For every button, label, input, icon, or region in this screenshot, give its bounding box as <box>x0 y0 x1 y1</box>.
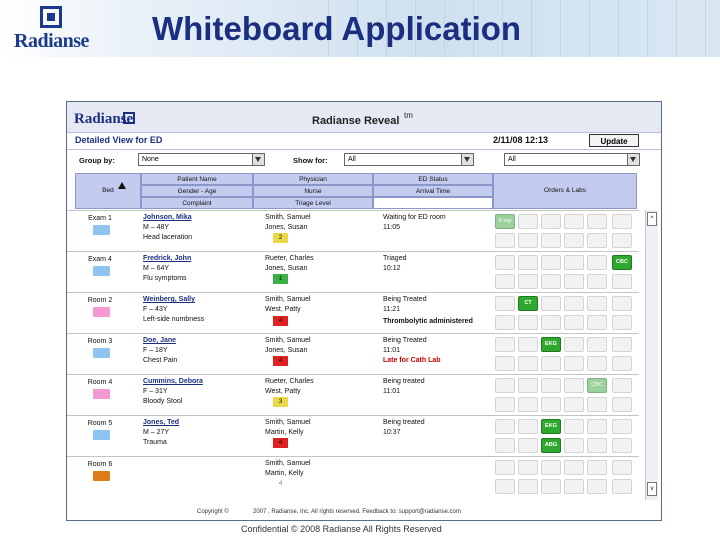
lab-order-tile[interactable] <box>564 214 584 229</box>
chevron-down-icon[interactable] <box>627 154 639 165</box>
scroll-down-icon[interactable]: v <box>647 482 657 496</box>
lab-order-tile[interactable] <box>518 337 538 352</box>
table-scrollbar[interactable] <box>645 210 658 500</box>
ed-status <box>383 418 425 438</box>
nurse-name: Jones, Susan <box>265 265 308 272</box>
lab-order-tile[interactable] <box>518 214 538 229</box>
lab-order-tile[interactable] <box>495 460 515 475</box>
status-text: Being treated <box>383 378 425 385</box>
lab-order-tile[interactable] <box>541 397 561 412</box>
patient-gender-age: M – 48Y <box>143 224 170 231</box>
ed-status <box>383 213 446 233</box>
complaint-header[interactable]: Complaint <box>141 197 253 209</box>
lab-order-tile[interactable] <box>541 356 561 371</box>
arrival-time: 11:21 <box>383 306 400 313</box>
triage-level-badge: 4 <box>273 356 288 366</box>
patient-complaint: Head laceration <box>143 234 193 241</box>
lab-order-tile[interactable] <box>518 255 538 270</box>
lab-order-tile[interactable] <box>541 214 561 229</box>
ed-status <box>383 295 473 327</box>
bed-label: Room 5 <box>87 420 113 427</box>
nurse-header[interactable]: Nurse <box>253 185 373 197</box>
status-note: Thrombolytic administered <box>383 318 473 325</box>
lab-order-tile[interactable] <box>587 296 607 311</box>
lab-order-tile[interactable] <box>587 479 607 494</box>
lab-order-tile[interactable] <box>587 419 607 434</box>
physician-header[interactable]: Physician <box>253 173 373 185</box>
bed-status-indicator <box>93 307 110 317</box>
lab-order-tile[interactable] <box>495 397 515 412</box>
triage-level-badge: 4 <box>273 316 288 326</box>
physician-name: Smith, Samuel <box>265 296 311 303</box>
sort-ascending-icon[interactable] <box>118 182 126 189</box>
secondary-filter-value: All <box>508 156 516 163</box>
arrival-time-header[interactable]: Arrival Time <box>373 185 493 197</box>
physician-name: Smith, Samuel <box>265 419 311 426</box>
patient-name-link[interactable]: Johnson, Mika <box>143 214 192 221</box>
lab-order-tile[interactable] <box>495 315 515 330</box>
lab-order-tile[interactable] <box>587 255 607 270</box>
lab-order-active[interactable]: CBC <box>612 255 632 270</box>
lab-order-tile[interactable] <box>495 438 515 453</box>
lab-order-tile[interactable] <box>612 378 632 393</box>
table-row[interactable] <box>67 415 639 457</box>
lab-order-tile[interactable] <box>541 233 561 248</box>
app-title: Radianse Reveal <box>312 115 400 127</box>
table-row[interactable] <box>67 333 639 375</box>
patient-gender-age: F – 31Y <box>143 388 168 395</box>
lab-order-active[interactable]: CBC <box>587 378 607 393</box>
lab-order-tile[interactable] <box>518 356 538 371</box>
nurse-name: Martin, Kelly <box>265 429 304 436</box>
physician-name: Rueter, Charles <box>265 255 314 262</box>
care-team <box>265 254 314 274</box>
care-team <box>265 213 311 233</box>
view-title: Detailed View for ED <box>75 135 163 145</box>
care-team <box>265 295 311 315</box>
app-logo: Radianse <box>74 111 134 127</box>
lab-order-tile[interactable] <box>612 356 632 371</box>
patient-gender-age: F – 18Y <box>143 347 168 354</box>
table-row[interactable] <box>67 374 639 416</box>
slide-footer: Confidential © 2008 Radianse All Rights Reserved <box>241 524 442 534</box>
nurse-name: West, Patty <box>265 388 301 395</box>
nurse-name: West, Patty <box>265 306 301 313</box>
patient-info <box>143 336 177 366</box>
ed-status <box>383 254 406 274</box>
patient-gender-age: M – 27Y <box>143 429 170 436</box>
lab-order-tile[interactable] <box>612 214 632 229</box>
lab-order-active[interactable]: CT <box>518 296 538 311</box>
patient-info <box>143 377 203 407</box>
lab-order-tile[interactable] <box>564 438 584 453</box>
lab-order-tile[interactable] <box>518 315 538 330</box>
care-team <box>265 377 314 397</box>
bed-header-label: Bed <box>102 187 114 194</box>
ed-status <box>383 336 441 366</box>
table-row[interactable] <box>67 210 639 252</box>
lab-order-tile[interactable] <box>612 274 632 289</box>
lab-order-tile[interactable] <box>612 233 632 248</box>
lab-order-tile[interactable] <box>612 337 632 352</box>
lab-order-tile[interactable] <box>587 460 607 475</box>
app-footer <box>67 506 661 520</box>
lab-order-tile[interactable] <box>612 479 632 494</box>
bed-status-indicator <box>93 225 110 235</box>
lab-order-tile[interactable] <box>564 337 584 352</box>
lab-order-tile[interactable] <box>564 460 584 475</box>
patient-complaint: Left-side numbness <box>143 316 205 323</box>
triage-level-header[interactable]: Triage Level <box>253 197 373 209</box>
patient-info <box>143 418 179 448</box>
patient-complaint: Chest Pain <box>143 357 178 364</box>
group-by-label: Group by: <box>79 156 115 165</box>
status-note: Late for Cath Lab <box>383 357 441 364</box>
lab-order-tile[interactable] <box>541 296 561 311</box>
status-text: Waiting for ED room <box>383 214 446 221</box>
lab-order-tile[interactable] <box>564 378 584 393</box>
logo-mark-icon <box>40 6 62 28</box>
bed-status-indicator <box>93 430 110 440</box>
lab-order-tile[interactable] <box>518 419 538 434</box>
lab-order-tile[interactable] <box>587 214 607 229</box>
nurse-name: Jones, Susan <box>265 347 308 354</box>
status-text: Triaged <box>383 255 407 262</box>
filter-bar <box>67 150 661 170</box>
patient-complaint: Flu symptoms <box>143 275 187 282</box>
gender-age-header[interactable]: Gender - Age <box>141 185 253 197</box>
lab-order-tile[interactable] <box>495 233 515 248</box>
lab-order-tile[interactable] <box>495 337 515 352</box>
lab-order-tile[interactable] <box>612 397 632 412</box>
slide-banner <box>0 0 720 57</box>
patient-info <box>143 295 204 325</box>
arrival-time: 11:01 <box>383 388 400 395</box>
patient-name-link[interactable]: Fredrick, John <box>143 255 192 262</box>
lab-order-tile[interactable] <box>495 296 515 311</box>
lab-order-tile[interactable] <box>518 378 538 393</box>
bed-label: Exam 4 <box>88 256 112 263</box>
scroll-up-icon[interactable]: ^ <box>647 212 657 226</box>
bed-label: Room 2 <box>87 297 113 304</box>
status-text: Being Treated <box>383 296 427 303</box>
physician-name: Smith, Samuel <box>265 460 311 467</box>
lab-order-tile[interactable] <box>564 356 584 371</box>
group-by-value: None <box>142 156 159 163</box>
triage-level-badge: 1 <box>273 274 288 284</box>
nurse-name: Martin, Kelly <box>265 470 304 477</box>
bed-status-indicator <box>93 266 110 276</box>
lab-order-tile[interactable] <box>612 296 632 311</box>
ed-status-header[interactable]: ED Status <box>373 173 493 185</box>
lab-order-tile[interactable] <box>518 233 538 248</box>
arrival-time: 11:05 <box>383 224 400 231</box>
lab-order-tile[interactable] <box>518 274 538 289</box>
lab-order-tile[interactable] <box>541 479 561 494</box>
app-header <box>67 102 661 133</box>
lab-order-active[interactable]: ABG <box>541 438 561 453</box>
patient-info <box>143 254 191 284</box>
physician-name: Rueter, Charles <box>265 378 314 385</box>
lab-order-tile[interactable] <box>541 460 561 475</box>
patient-name-link[interactable]: Doe, Jane <box>143 337 177 344</box>
update-button[interactable]: Update <box>589 134 639 147</box>
lab-order-tile[interactable] <box>564 315 584 330</box>
table-header <box>75 173 637 209</box>
patient-name-link[interactable]: Cummins, Debora <box>143 378 203 385</box>
lab-order-tile[interactable] <box>587 233 607 248</box>
show-for-label: Show for: <box>293 156 328 165</box>
bed-status-indicator <box>93 348 110 358</box>
lab-order-tile[interactable] <box>518 460 538 475</box>
arrival-time: 11:01 <box>383 347 400 354</box>
show-for-select[interactable] <box>344 153 474 166</box>
status-text: Being treated <box>383 419 425 426</box>
lab-order-tile[interactable] <box>495 378 515 393</box>
lab-order-tile[interactable] <box>495 356 515 371</box>
show-for-value: All <box>348 156 356 163</box>
slide-title: Whiteboard Application <box>152 10 522 47</box>
lab-order-tile[interactable] <box>518 479 538 494</box>
lab-order-tile[interactable] <box>518 438 538 453</box>
orders-labs-header[interactable]: Orders & Labs <box>493 173 637 209</box>
bed-label: Exam 1 <box>88 215 112 222</box>
ed-status <box>383 377 425 397</box>
header-spacer <box>373 197 493 209</box>
lab-order-tile[interactable] <box>587 356 607 371</box>
lab-order-tile[interactable] <box>612 315 632 330</box>
view-bar <box>67 133 661 150</box>
lab-order-tile[interactable] <box>541 274 561 289</box>
lab-order-tile[interactable] <box>587 397 607 412</box>
lab-order-tile[interactable] <box>587 315 607 330</box>
trademark: tm <box>404 111 413 120</box>
triage-level-badge: 2 <box>273 233 288 243</box>
patient-complaint: Trauma <box>143 439 167 446</box>
patient-complaint: Bloody Stool <box>143 398 183 405</box>
lab-order-tile[interactable] <box>564 296 584 311</box>
lab-order-tile[interactable] <box>495 255 515 270</box>
patient-info <box>143 213 192 243</box>
lab-order-tile[interactable] <box>612 438 632 453</box>
status-text: Being Treated <box>383 337 427 344</box>
lab-order-tile[interactable] <box>541 378 561 393</box>
chevron-down-icon[interactable] <box>461 154 473 165</box>
lab-order-tile[interactable] <box>541 315 561 330</box>
lab-order-tile[interactable] <box>564 255 584 270</box>
lab-order-tile[interactable] <box>564 419 584 434</box>
patient-gender-age: F – 43Y <box>143 306 168 313</box>
lab-order-tile[interactable] <box>612 419 632 434</box>
nurse-name: Jones, Susan <box>265 224 308 231</box>
arrival-time: 10:12 <box>383 265 401 272</box>
lab-order-tile[interactable] <box>612 460 632 475</box>
lab-order-tile[interactable] <box>495 479 515 494</box>
whiteboard-app-window <box>66 101 662 521</box>
lab-order-tile[interactable] <box>518 397 538 412</box>
care-team <box>265 336 311 356</box>
lab-order-tile[interactable] <box>564 274 584 289</box>
bed-status-indicator <box>93 471 110 481</box>
current-datetime: 2/11/08 12:13 <box>493 135 549 145</box>
patient-name-link[interactable]: Jones, Ted <box>143 419 180 426</box>
patient-name-link[interactable]: Weinberg, Sally <box>143 296 195 303</box>
bed-label: Room 4 <box>87 379 113 386</box>
lab-order-tile[interactable] <box>564 479 584 494</box>
care-team <box>265 418 311 438</box>
lab-order-tile[interactable] <box>564 397 584 412</box>
table-row[interactable] <box>67 292 639 334</box>
lab-order-active[interactable]: X-ray <box>495 214 515 229</box>
lab-order-active[interactable]: EKG <box>541 337 561 352</box>
bed-column-header[interactable] <box>75 173 141 209</box>
copyright-label: Copyright © <box>197 509 229 515</box>
lab-order-tile[interactable] <box>495 419 515 434</box>
triage-level-badge: 4 <box>273 479 288 489</box>
care-team <box>265 459 311 479</box>
lab-order-active[interactable]: EKG <box>541 419 561 434</box>
bed-label: Room 3 <box>87 338 113 345</box>
patient-name-header[interactable]: Patient Name <box>141 173 253 185</box>
patient-gender-age: M – 64Y <box>143 265 170 272</box>
triage-level-badge: 3 <box>273 397 288 407</box>
table-row[interactable] <box>67 251 639 293</box>
bed-label: Room 6 <box>87 461 113 468</box>
secondary-filter-select[interactable] <box>504 153 640 166</box>
group-by-select[interactable] <box>138 153 265 166</box>
radianse-logo <box>14 6 92 54</box>
copyright-text: 2007 , Radianse, Inc. All rights reserved. Feedback to: support@radianse.com <box>253 509 461 515</box>
triage-level-badge: 4 <box>273 438 288 448</box>
app-logo-mark-icon <box>123 112 135 124</box>
logo-text: Radianse <box>14 30 89 52</box>
lab-order-tile[interactable] <box>564 233 584 248</box>
table-row[interactable] <box>67 456 639 498</box>
lab-order-tile[interactable] <box>587 337 607 352</box>
arrival-time: 10:37 <box>383 429 401 436</box>
lab-order-tile[interactable] <box>587 438 607 453</box>
physician-name: Smith, Samuel <box>265 337 311 344</box>
lab-order-tile[interactable] <box>587 274 607 289</box>
bed-status-indicator <box>93 389 110 399</box>
chevron-down-icon[interactable] <box>252 154 264 165</box>
lab-order-tile[interactable] <box>541 255 561 270</box>
physician-name: Smith, Samuel <box>265 214 311 221</box>
lab-order-tile[interactable] <box>495 274 515 289</box>
